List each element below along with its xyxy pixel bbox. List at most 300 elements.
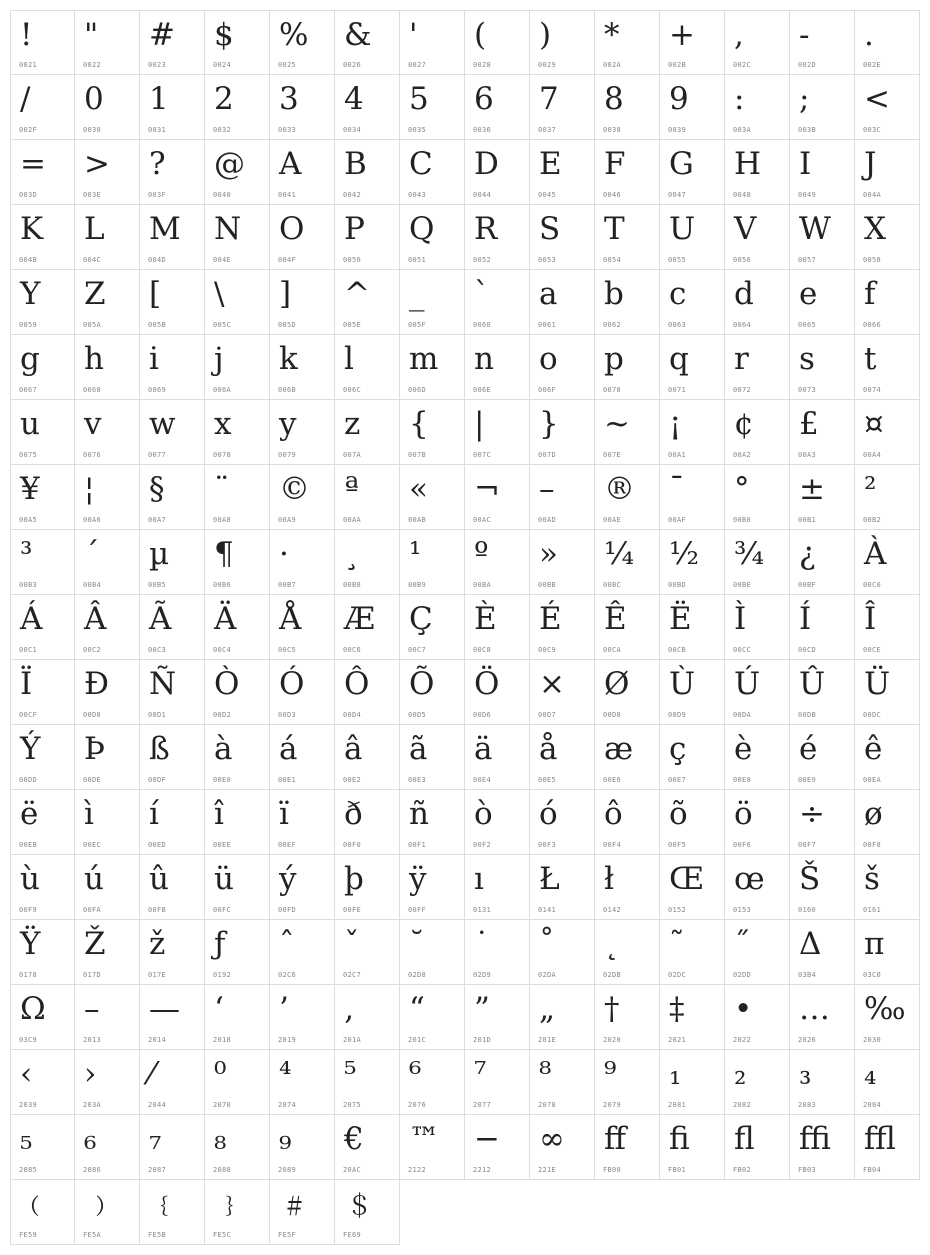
- glyph-code: FE59: [19, 1231, 38, 1239]
- glyph-cell: [140, 400, 205, 465]
- glyph-code: 00C2: [83, 646, 102, 654]
- glyph-code: FB02: [733, 1166, 752, 1174]
- glyph-char: ˝: [734, 926, 750, 962]
- glyph-cell: [140, 335, 205, 400]
- glyph-cell: [75, 920, 140, 985]
- glyph-char: Ç: [409, 601, 433, 637]
- glyph-code: 0048: [733, 191, 752, 199]
- glyph-code: 0064: [733, 321, 752, 329]
- glyph-char: ﹛: [149, 1186, 180, 1222]
- glyph-cell: [465, 1050, 530, 1115]
- glyph-char: ⁸: [539, 1056, 552, 1092]
- glyph-char: Ó: [279, 666, 305, 702]
- glyph-code: 03B4: [798, 971, 817, 979]
- glyph-code: 00EF: [278, 841, 297, 849]
- glyph-code: 00A5: [19, 516, 38, 524]
- glyph-char: ø: [864, 796, 883, 832]
- glyph-code: 00C4: [213, 646, 232, 654]
- glyph-char: Ê: [604, 601, 627, 637]
- glyph-code: 004D: [148, 256, 167, 264]
- glyph-cell: [855, 270, 920, 335]
- glyph-code: 0021: [19, 61, 38, 69]
- glyph-cell: [530, 400, 595, 465]
- glyph-char: 6: [474, 81, 494, 117]
- glyph-code: 002B: [668, 61, 687, 69]
- glyph-cell: [400, 985, 465, 1050]
- glyph-char: Ô: [344, 666, 370, 702]
- glyph-cell: [725, 335, 790, 400]
- glyph-code: 0027: [408, 61, 427, 69]
- glyph-char: 8: [604, 81, 624, 117]
- glyph-code: 00A8: [213, 516, 232, 524]
- glyph-code: 002A: [603, 61, 622, 69]
- glyph-char: ü: [214, 861, 234, 897]
- glyph-code: 03C9: [19, 1036, 38, 1044]
- glyph-char: v: [84, 406, 102, 442]
- glyph-char: ﬄ: [864, 1121, 896, 1157]
- glyph-code: 0141: [538, 906, 557, 914]
- glyph-char: >: [84, 146, 110, 182]
- glyph-char: ³: [20, 536, 33, 572]
- glyph-char: `: [474, 276, 490, 312]
- glyph-char: ₃: [799, 1056, 812, 1092]
- glyph-code: 0065: [798, 321, 817, 329]
- glyph-char: á: [279, 731, 298, 767]
- glyph-char: ò: [474, 796, 493, 832]
- glyph-char: †: [604, 991, 620, 1027]
- glyph-char: Ò: [214, 666, 240, 702]
- glyph-cell: [270, 790, 335, 855]
- glyph-code: 00C9: [538, 646, 557, 654]
- glyph-code: 00DA: [733, 711, 752, 719]
- glyph-char: ı: [474, 861, 484, 897]
- glyph-code: 00B8: [343, 581, 362, 589]
- glyph-cell: [10, 75, 75, 140]
- glyph-code: 2021: [668, 1036, 687, 1044]
- glyph-code: 00E9: [798, 776, 817, 784]
- glyph-code: 0061: [538, 321, 557, 329]
- glyph-char: ⁴: [279, 1056, 292, 1092]
- glyph-char: §: [149, 471, 165, 507]
- glyph-char: 3: [279, 81, 299, 117]
- glyph-char: ‘: [214, 991, 224, 1027]
- glyph-char: –: [84, 991, 100, 1027]
- glyph-cell: [205, 140, 270, 205]
- glyph-char: þ: [344, 861, 364, 897]
- glyph-code: 00C8: [473, 646, 492, 654]
- glyph-char: ì: [84, 796, 94, 832]
- glyph-char: L: [84, 211, 105, 247]
- glyph-char: ý: [279, 861, 297, 897]
- glyph-char: F: [604, 146, 626, 182]
- glyph-char: ₆: [84, 1121, 97, 1157]
- glyph-cell: [270, 985, 335, 1050]
- glyph-char: ¨: [214, 471, 230, 507]
- glyph-code: 0023: [148, 61, 167, 69]
- glyph-cell: [335, 140, 400, 205]
- glyph-char: €: [344, 1121, 364, 1157]
- glyph-code: 00CD: [798, 646, 817, 654]
- glyph-char: 7: [539, 81, 559, 117]
- glyph-cell: [75, 1180, 140, 1245]
- glyph-char: ₉: [279, 1121, 292, 1157]
- glyph-char: Þ: [84, 731, 105, 767]
- glyph-code: 005E: [343, 321, 362, 329]
- glyph-cell: [270, 140, 335, 205]
- glyph-cell: [75, 335, 140, 400]
- glyph-cell: [335, 1115, 400, 1180]
- glyph-cell: [725, 790, 790, 855]
- glyph-char: ₁: [669, 1056, 682, 1092]
- glyph-code: 0047: [668, 191, 687, 199]
- glyph-cell: [790, 855, 855, 920]
- glyph-cell: [790, 335, 855, 400]
- glyph-char: b: [604, 276, 624, 312]
- glyph-char: Í: [799, 601, 812, 637]
- glyph-code: 0055: [668, 256, 687, 264]
- glyph-char: ÿ: [409, 861, 427, 897]
- glyph-char: ß: [149, 731, 170, 767]
- glyph-char: p: [604, 341, 624, 377]
- glyph-code: 017E: [148, 971, 167, 979]
- glyph-cell: [660, 790, 725, 855]
- glyph-cell: [790, 10, 855, 75]
- glyph-code: 006D: [408, 386, 427, 394]
- glyph-cell: [335, 335, 400, 400]
- glyph-code: 004C: [83, 256, 102, 264]
- glyph-cell: [790, 595, 855, 660]
- glyph-char: ›: [84, 1056, 97, 1092]
- glyph-code: 00F4: [603, 841, 622, 849]
- glyph-char: o: [539, 341, 558, 377]
- glyph-char: å: [539, 731, 558, 767]
- glyph-cell: [10, 140, 75, 205]
- glyph-code: 00A7: [148, 516, 167, 524]
- glyph-cell: [790, 530, 855, 595]
- glyph-grid: [10, 10, 920, 1245]
- glyph-code: 007D: [538, 451, 557, 459]
- glyph-cell: [205, 855, 270, 920]
- glyph-code: 006B: [278, 386, 297, 394]
- glyph-char: ⁄: [149, 1056, 155, 1092]
- glyph-code: 02D8: [408, 971, 427, 979]
- glyph-cell: [595, 985, 660, 1050]
- glyph-char: º: [474, 536, 489, 572]
- glyph-code: 00A4: [863, 451, 882, 459]
- glyph-cell: [725, 10, 790, 75]
- glyph-code: 00D2: [213, 711, 232, 719]
- glyph-code: 20AC: [343, 1166, 362, 1174]
- glyph-code: 02DC: [668, 971, 687, 979]
- glyph-char: ﬃ: [799, 1121, 831, 1157]
- glyph-cell: [595, 335, 660, 400]
- glyph-cell: [335, 920, 400, 985]
- glyph-cell: [530, 1050, 595, 1115]
- glyph-cell: [595, 595, 660, 660]
- glyph-code: 002D: [798, 61, 817, 69]
- glyph-char: ˙: [474, 926, 490, 962]
- glyph-cell: [75, 790, 140, 855]
- glyph-char: —: [149, 991, 180, 1027]
- glyph-code: 02D9: [473, 971, 492, 979]
- glyph-cell: [205, 465, 270, 530]
- glyph-cell: [140, 725, 205, 790]
- glyph-char: ¥: [20, 471, 40, 507]
- glyph-cell: [10, 725, 75, 790]
- glyph-code: 0052: [473, 256, 492, 264]
- glyph-cell: [205, 335, 270, 400]
- glyph-cell: [335, 660, 400, 725]
- glyph-code: 00FA: [83, 906, 102, 914]
- glyph-cell: [400, 335, 465, 400]
- glyph-code: 004F: [278, 256, 297, 264]
- glyph-char: ﹙: [20, 1186, 51, 1222]
- glyph-code: 005C: [213, 321, 232, 329]
- glyph-char: w: [149, 406, 176, 442]
- glyph-cell: [530, 595, 595, 660]
- glyph-char: x: [214, 406, 232, 442]
- glyph-cell: [270, 725, 335, 790]
- glyph-cell: [465, 270, 530, 335]
- glyph-cell: [140, 1050, 205, 1115]
- glyph-cell: [205, 725, 270, 790]
- glyph-code: 0072: [733, 386, 752, 394]
- glyph-char: ²: [864, 471, 877, 507]
- glyph-cell: [270, 10, 335, 75]
- glyph-cell: [270, 400, 335, 465]
- glyph-char: à: [214, 731, 233, 767]
- glyph-code: 003D: [19, 191, 38, 199]
- glyph-cell: [595, 1115, 660, 1180]
- glyph-cell: [465, 660, 530, 725]
- glyph-code: 00C7: [408, 646, 427, 654]
- glyph-code: 005F: [408, 321, 427, 329]
- glyph-code: 00DD: [19, 776, 38, 784]
- glyph-cell: [660, 1050, 725, 1115]
- glyph-code: 00E4: [473, 776, 492, 784]
- glyph-code: 00FD: [278, 906, 297, 914]
- glyph-char: ⁰: [214, 1056, 227, 1092]
- glyph-code: 0045: [538, 191, 557, 199]
- glyph-code: 00AF: [668, 516, 687, 524]
- glyph-code: 0059: [19, 321, 38, 329]
- glyph-cell: [855, 75, 920, 140]
- glyph-cell: [855, 790, 920, 855]
- glyph-code: 0054: [603, 256, 622, 264]
- glyph-char: G: [669, 146, 694, 182]
- glyph-char: (: [474, 17, 487, 53]
- glyph-code: FE5B: [148, 1231, 167, 1239]
- glyph-code: 006F: [538, 386, 557, 394]
- glyph-cell: [205, 790, 270, 855]
- glyph-cell: [205, 10, 270, 75]
- glyph-cell: [855, 465, 920, 530]
- glyph-code: 00D0: [83, 711, 102, 719]
- glyph-char: Ë: [669, 601, 692, 637]
- glyph-code: 2014: [148, 1036, 167, 1044]
- glyph-cell: [400, 595, 465, 660]
- glyph-char: î: [214, 796, 224, 832]
- glyph-cell: [205, 75, 270, 140]
- glyph-cell: [10, 10, 75, 75]
- glyph-cell: [790, 725, 855, 790]
- glyph-code: 002F: [19, 126, 38, 134]
- glyph-code: 00B4: [83, 581, 102, 589]
- glyph-code: 0032: [213, 126, 232, 134]
- glyph-cell: [75, 530, 140, 595]
- glyph-cell: [725, 725, 790, 790]
- glyph-char: ’: [279, 991, 289, 1027]
- glyph-code: 006A: [213, 386, 232, 394]
- glyph-code: 003A: [733, 126, 752, 134]
- glyph-code: 2018: [213, 1036, 232, 1044]
- glyph-cell: [75, 75, 140, 140]
- glyph-cell: [10, 270, 75, 335]
- glyph-char: ”: [474, 991, 490, 1027]
- glyph-cell: [725, 400, 790, 465]
- glyph-cell: [855, 1050, 920, 1115]
- glyph-cell: [855, 660, 920, 725]
- glyph-cell: [270, 465, 335, 530]
- glyph-char: e: [799, 276, 818, 312]
- glyph-char: ¾: [734, 536, 765, 572]
- glyph-char: D: [474, 146, 499, 182]
- glyph-char: ð: [344, 796, 363, 832]
- glyph-code: 00F8: [863, 841, 882, 849]
- glyph-cell: [10, 790, 75, 855]
- glyph-cell: [530, 1115, 595, 1180]
- glyph-code: 00D8: [603, 711, 622, 719]
- glyph-cell: [205, 985, 270, 1050]
- glyph-char: œ: [734, 861, 765, 897]
- glyph-char: Î: [864, 601, 877, 637]
- glyph-char: Æ: [344, 601, 376, 637]
- glyph-cell: [855, 400, 920, 465]
- glyph-code: 00EB: [19, 841, 38, 849]
- glyph-cell: [530, 790, 595, 855]
- glyph-code: 00F5: [668, 841, 687, 849]
- glyph-code: 0070: [603, 386, 622, 394]
- glyph-char: Z: [84, 276, 106, 312]
- glyph-code: FE69: [343, 1231, 362, 1239]
- glyph-char: 5: [409, 81, 429, 117]
- glyph-char: ¬: [474, 471, 500, 507]
- glyph-code: 00CC: [733, 646, 752, 654]
- glyph-char: ﹚: [84, 1186, 115, 1222]
- glyph-char: ^: [344, 276, 370, 312]
- glyph-code: 0040: [213, 191, 232, 199]
- glyph-char: Å: [279, 601, 302, 637]
- glyph-cell: [465, 335, 530, 400]
- glyph-code: 0078: [213, 451, 232, 459]
- glyph-code: 2089: [278, 1166, 297, 1174]
- glyph-code: 00D4: [343, 711, 362, 719]
- glyph-char: ': [409, 17, 418, 53]
- glyph-cell: [855, 855, 920, 920]
- glyph-char: s: [799, 341, 815, 377]
- glyph-code: 00A1: [668, 451, 687, 459]
- glyph-code: 0058: [863, 256, 882, 264]
- glyph-cell: [465, 10, 530, 75]
- glyph-code: 00CF: [19, 711, 38, 719]
- glyph-char: B: [344, 146, 367, 182]
- glyph-code: 0068: [83, 386, 102, 394]
- glyph-char: °: [734, 471, 750, 507]
- glyph-cell: [270, 270, 335, 335]
- glyph-cell: [205, 530, 270, 595]
- glyph-cell: [140, 1180, 205, 1245]
- glyph-char: ﹜: [214, 1186, 245, 1222]
- glyph-cell: [10, 465, 75, 530]
- glyph-cell: [465, 1115, 530, 1180]
- glyph-code: 00F0: [343, 841, 362, 849]
- glyph-cell: [270, 1115, 335, 1180]
- glyph-cell: [400, 10, 465, 75]
- glyph-cell: [270, 855, 335, 920]
- glyph-code: 0050: [343, 256, 362, 264]
- glyph-code: 00C6: [343, 646, 362, 654]
- glyph-cell: [270, 920, 335, 985]
- glyph-char: X: [864, 211, 887, 247]
- glyph-code: 2084: [863, 1101, 882, 1109]
- glyph-cell: [660, 595, 725, 660]
- glyph-cell: [140, 465, 205, 530]
- glyph-code: 005A: [83, 321, 102, 329]
- glyph-code: 00CA: [603, 646, 622, 654]
- glyph-char: „: [539, 991, 556, 1027]
- glyph-cell: [595, 855, 660, 920]
- glyph-char: Ü: [864, 666, 891, 702]
- glyph-char: Ý: [20, 731, 41, 767]
- glyph-cell: [660, 400, 725, 465]
- glyph-cell: [400, 75, 465, 140]
- glyph-cell: [400, 205, 465, 270]
- glyph-code: 2085: [19, 1166, 38, 1174]
- glyph-char: ⁶: [409, 1056, 422, 1092]
- glyph-code: 2013: [83, 1036, 102, 1044]
- glyph-cell: [205, 1050, 270, 1115]
- glyph-code: 0038: [603, 126, 622, 134]
- glyph-code: 00BD: [668, 581, 687, 589]
- glyph-cell: [10, 985, 75, 1050]
- glyph-char: ₄: [864, 1056, 877, 1092]
- glyph-code: 007C: [473, 451, 492, 459]
- glyph-char: ‡: [669, 991, 685, 1027]
- glyph-cell: [855, 205, 920, 270]
- glyph-code: 00CE: [863, 646, 882, 654]
- glyph-code: 2020: [603, 1036, 622, 1044]
- glyph-char: ): [539, 17, 552, 53]
- glyph-char: æ: [604, 731, 634, 767]
- glyph-cell: [725, 920, 790, 985]
- glyph-code: 0031: [148, 126, 167, 134]
- glyph-char: ₇: [149, 1121, 162, 1157]
- glyph-cell: [205, 400, 270, 465]
- glyph-cell: [335, 1050, 400, 1115]
- glyph-code: 0029: [538, 61, 557, 69]
- glyph-code: 00B5: [148, 581, 167, 589]
- glyph-char: Û: [799, 666, 826, 702]
- glyph-code: 0022: [83, 61, 102, 69]
- glyph-code: 2026: [798, 1036, 817, 1044]
- glyph-char: ˛: [604, 926, 620, 962]
- glyph-code: 003F: [148, 191, 167, 199]
- glyph-cell: [660, 725, 725, 790]
- glyph-code: 00D1: [148, 711, 167, 719]
- glyph-code: 00F7: [798, 841, 817, 849]
- glyph-code: 002C: [733, 61, 752, 69]
- glyph-code: 0036: [473, 126, 492, 134]
